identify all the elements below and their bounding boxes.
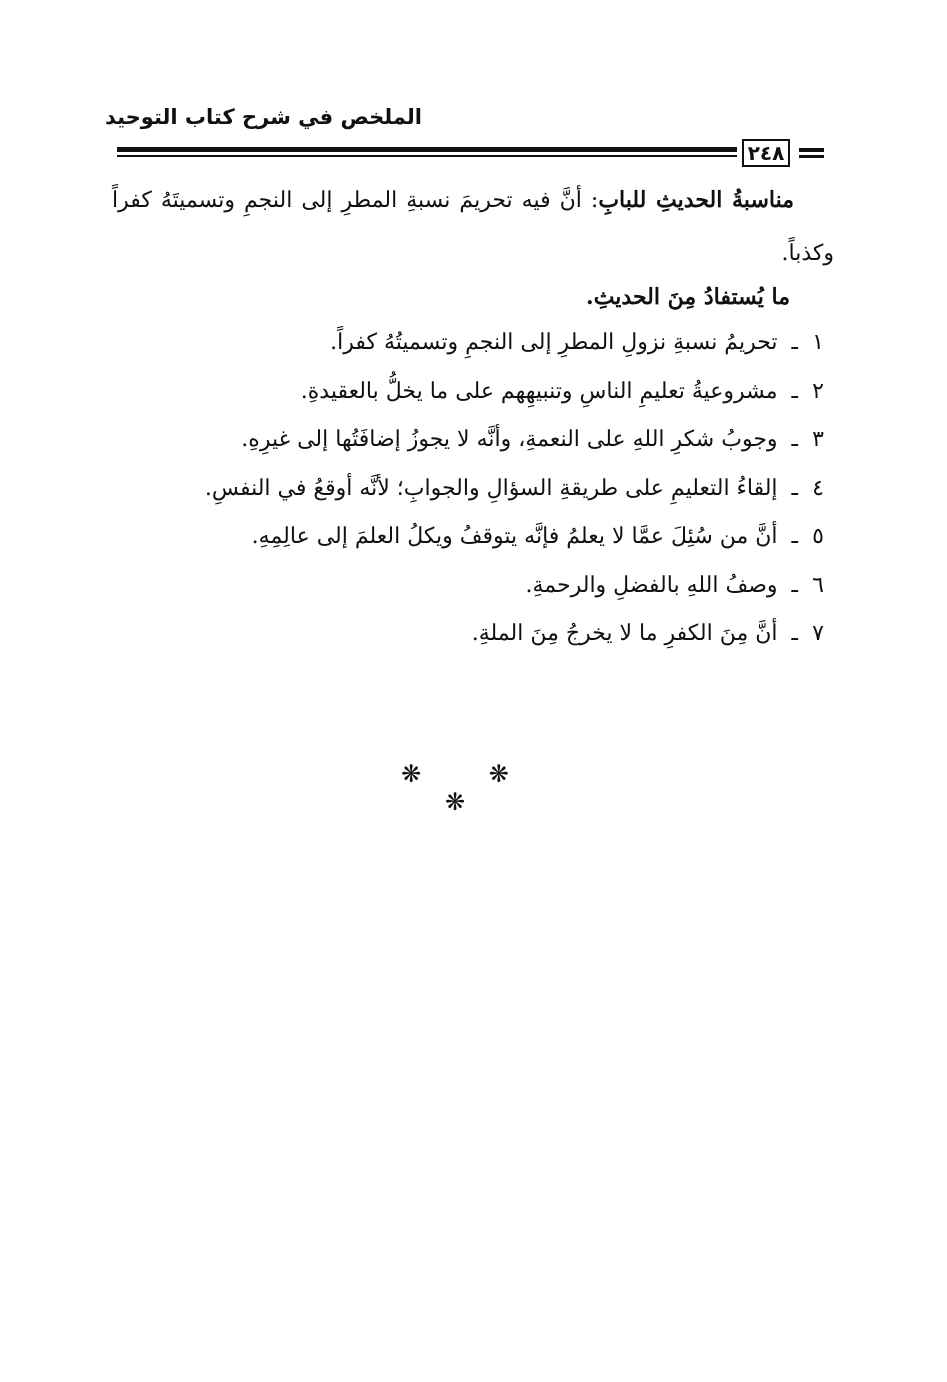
benefit-number: ٢: [812, 378, 824, 404]
benefit-text: إلقاءُ التعليمِ على طريقةِ السؤالِ والجوابِ؛ لأنَّه أوقعُ في النفسِ.: [204, 475, 778, 501]
section-divider-stars: ❋ ❋ ❋: [401, 760, 539, 816]
running-header-title: الملخص في شرح كتاب التوحيد: [104, 105, 422, 129]
benefits-heading: ما يُستفادُ مِنَ الحديثِ.: [586, 284, 790, 310]
benefit-text: مشروعيةُ تعليمِ الناسِ وتنبيهِهم على ما يخلُّ بالعقيدةِ.: [300, 378, 778, 404]
benefit-number: ٥: [812, 524, 824, 549]
benefits-list: [130, 321, 830, 661]
benefit-item: ١ـتحريمُ نسبةِ نزولِ المطرِ إلى النجمِ وتسميتُهُ كفراً.: [130, 321, 830, 370]
benefit-text: أنَّ من سُئِلَ عمَّا لا يعلمُ فإنَّه يتوقفُ ويكلُ العلمَ إلى عالِمِهِ.: [251, 524, 778, 549]
benefit-item: ٥ـأنَّ من سُئِلَ عمَّا لا يعلمُ فإنَّه يتوقفُ ويكلُ العلمَ إلى عالِمِهِ.: [130, 515, 830, 564]
benefit-text: وجوبُ شكرِ اللهِ على النعمةِ، وأنَّه لا يجوزُ إضافَتُها إلى غيرِهِ.: [241, 427, 778, 452]
benefit-number: ٧: [812, 621, 824, 646]
benefit-text: وصفُ اللهِ بالفضلِ والرحمةِ.: [525, 572, 778, 598]
benefit-text: أنَّ مِنَ الكفرِ ما لا يخرجُ مِنَ الملةِ.: [471, 621, 778, 646]
relevance-text: : أنَّ فيه تحريمَ نسبةِ المطرِ إلى النجمِ وتسميتَهُ كفراً وكذباً.: [112, 188, 834, 266]
header-rule-thin: [117, 155, 737, 157]
benefit-item: ٦ـوصفُ اللهِ بالفضلِ والرحمةِ.: [130, 564, 830, 613]
benefit-text: تحريمُ نسبةِ نزولِ المطرِ إلى النجمِ وتسميتُهُ كفراً.: [330, 330, 778, 355]
relevance-label: مناسبةُ الحديثِ للبابِ: [598, 187, 795, 213]
benefit-number: ٦: [812, 572, 824, 598]
benefit-item: ٣ـوجوبُ شكرِ اللهِ على النعمةِ، وأنَّه لا يجوزُ إضافَتُها إلى غيرِهِ.: [130, 418, 830, 467]
benefit-number: ٤: [812, 475, 824, 501]
benefit-number: ٣: [812, 427, 824, 452]
benefit-item: ٧ـأنَّ مِنَ الكفرِ ما لا يخرجُ مِنَ الملةِ.: [130, 612, 830, 661]
benefit-number: ١: [812, 330, 824, 355]
benefit-item: ٢ـمشروعيةُ تعليمِ الناسِ وتنبيهِهم على ما يخلُّ بالعقيدةِ.: [130, 370, 830, 419]
header-rule-thick: [117, 147, 737, 152]
benefit-item: ٤ـإلقاءُ التعليمِ على طريقةِ السؤالِ والجوابِ؛ لأنَّه أوقعُ في النفسِ.: [130, 467, 830, 516]
header-rule-dash: [799, 148, 824, 152]
page-number: ٢٤٨: [742, 139, 790, 167]
header-rule-dash: [799, 155, 824, 158]
relevance-paragraph: [112, 174, 834, 280]
